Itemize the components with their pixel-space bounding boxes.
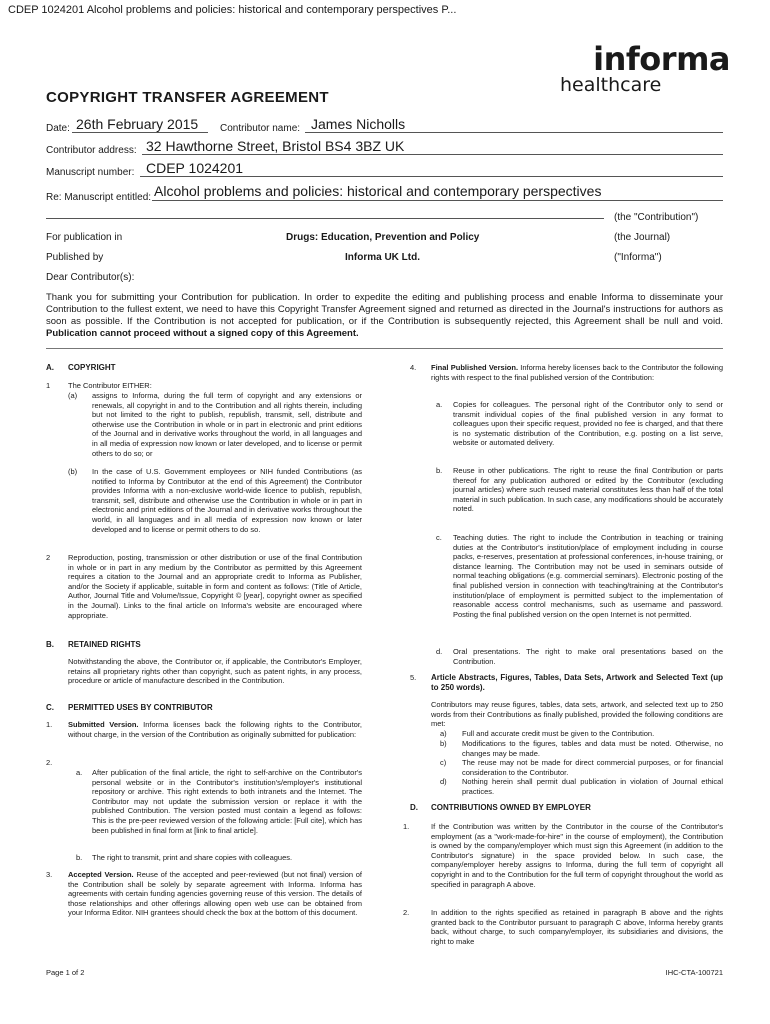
c1-paragraph bbox=[68, 720, 362, 739]
c4-bold: Final Published Version. bbox=[431, 363, 519, 372]
contributor-name-label: Contributor name: bbox=[220, 123, 301, 134]
salutation: Dear Contributor(s): bbox=[46, 272, 135, 283]
c4a-text: Copies for colleagues. The personal right of the Contributor only to send or transmit individual copies of the final published version in any format to colleagues upon their specific request, provided no fee is charged, and that there is no systematic distribution of the Contribution, e.g. posting on a list serve, website or automated delivery. bbox=[453, 400, 723, 448]
c1-bold: Submitted Version. bbox=[68, 720, 139, 729]
c4d-label: d. bbox=[436, 647, 443, 656]
section-d-letter: D. bbox=[410, 803, 418, 812]
journal-note: (the Journal) bbox=[614, 232, 671, 243]
c5d-label: d) bbox=[440, 777, 447, 786]
section-a-title: COPYRIGHT bbox=[68, 363, 116, 372]
manuscript-title-value: Alcohol problems and policies: historical and contemporary perspectives bbox=[154, 183, 602, 199]
c4b-label: b. bbox=[436, 466, 443, 475]
c2-number: 2. bbox=[46, 758, 53, 767]
c5a-text: Full and accurate credit must be given to the Contribution. bbox=[462, 729, 655, 738]
section-c-letter: C. bbox=[46, 703, 54, 712]
section-b-title: RETAINED RIGHTS bbox=[68, 640, 141, 649]
logo-tagline: healthcare bbox=[560, 74, 662, 96]
a1-number: 1 bbox=[46, 381, 51, 390]
c3-bold: Accepted Version. bbox=[68, 870, 134, 879]
c4d-text: Oral presentations. The right to make oral presentations based on the Contribution. bbox=[453, 647, 723, 666]
d2-text: In addition to the rights specified as retained in paragraph B above and the rights granted back to the Contributor pursuant to paragraph C above, Informa hereby grants back, without charge, to such company/employer, its subsidiaries and divisions, the right to make bbox=[431, 908, 723, 946]
c1-text: Informa licenses back the following rights to the Contributor, without charge, in the version of the Contribution as originally submitted for publication: bbox=[68, 720, 362, 739]
date-value: 26th February 2015 bbox=[76, 116, 199, 132]
page-title: COPYRIGHT TRANSFER AGREEMENT bbox=[46, 89, 329, 106]
a1b-label: (b) bbox=[68, 467, 78, 476]
published-by-label: Published by bbox=[46, 252, 104, 263]
address-field[interactable] bbox=[142, 140, 723, 155]
contributor-name-value: James Nicholls bbox=[311, 116, 406, 132]
manuscript-title-label: Re: Manuscript entitled: bbox=[46, 192, 152, 203]
c5b-label: b) bbox=[440, 739, 447, 748]
page-number: Page 1 of 2 bbox=[46, 968, 85, 977]
section-b-text: Notwithstanding the above, the Contributor or, if applicable, the Contributor's Employer, retains all proprietary rights other than copyright, such as patent rights, in any process, procedure or article of manufacture described in the Contribution. bbox=[68, 657, 362, 686]
manuscript-number-label: Manuscript number: bbox=[46, 167, 135, 178]
d1-text: If the Contribution was written by the Contributor in the course of the Contributor's employment (as a "work-made-for-hire" in the course of employment), the Contribution is owned by the company/employer which must sign this Agreement (in addition to the Contributor's signature) in the space provided below. In such case, the company/employer hereby assigns to Informa, during the full term of copyright all copyright in and to the Contribution for the full term of copyright throughout the world as specified in paragraph A above. bbox=[431, 822, 723, 889]
section-a-letter: A. bbox=[46, 363, 54, 372]
c5-text: Contributors may reuse figures, tables, data sets, artwork, and selected text up to 250 words from their Contributions as finally published, provided the following conditions are met: bbox=[431, 700, 723, 729]
c5a-label: a) bbox=[440, 729, 447, 738]
c5-title: Article Abstracts, Figures, Tables, Data Sets, Artwork and Selected Text (up to 250 words). bbox=[431, 673, 723, 692]
c5d-text: Nothing herein shall permit dual publication in violation of Journal ethical practices. bbox=[462, 777, 723, 796]
intro-paragraph bbox=[46, 292, 723, 340]
header-text: CDEP 1024201 Alcohol problems and policies: historical and contemporary perspectives P... bbox=[8, 4, 457, 16]
logo-name: informa bbox=[593, 40, 730, 78]
address-value: 32 Hawthorne Street, Bristol BS4 3BZ UK bbox=[146, 138, 405, 154]
manuscript-title-line-2[interactable] bbox=[46, 209, 604, 219]
c4c-label: c. bbox=[436, 533, 442, 542]
c2b-text: The right to transmit, print and share copies with colleagues. bbox=[92, 853, 293, 862]
a1b-text: In the case of U.S. Government employees or NIH funded Contributions (as notified to Informa by Contributor at the end of this Agreement) the Contributor provides Informa with a non-exclusive world-wide licence to publish, republish, transmit, sell, distribute and otherwise use the Contribution in whole or in part in electronic and print editions of the Journal and in derivative works throughout the world, in all languages and in all media of expression now known or later developed and to license or permit others to do so. bbox=[92, 467, 362, 534]
d1-number: 1. bbox=[403, 822, 410, 831]
c4c-text: Teaching duties. The right to include the Contribution in teaching or training duties at the Contributor's institution/place of employment including in course packs, e-reserves, presentation at professional conferences, in-house training, or distance learning. The Contribution may not be used in seminars outside of normal teaching obligations (e.g. commercial seminars). Electronic posting of the final published version in connection with teaching/training at the Contributor's institution/place of employment is permitted subject to the implementation of reasonable access control mechanisms, such as username and password. Posting the final published version on the open Internet is not permitted. bbox=[453, 533, 723, 619]
section-d-title: CONTRIBUTIONS OWNED BY EMPLOYER bbox=[431, 803, 591, 812]
c5c-label: c) bbox=[440, 758, 447, 767]
contributor-name-field[interactable] bbox=[305, 118, 723, 133]
c2a-text: After publication of the final article, the right to self-archive on the Contributor's personal website or in the Contributor's institution's/employer's institutional repository or archive. This right extends to both intranets and the Internet. The Contributor may not update the submission version or replace it with the published Contribution. The version posted must contain a legend as follows: This is the pre-peer reviewed version of the following article: [Full cite], which has been published in final form at [link to final article]. bbox=[92, 768, 362, 835]
a1a-text: assigns to Informa, during the full term of copyright and any extensions or renewals, all copyright in and to the Contribution and all rights therein, including but not limited to the right to publish, republish, transmit, sell, distribute and otherwise use the Contribution in whole or in part in electronic and print editions of the Journal and in derivative works throughout the world, in all languages and in all media of expression now known or later developed, and to license or permit others to do so; or bbox=[92, 391, 362, 458]
journal-name: Drugs: Education, Prevention and Policy bbox=[286, 232, 480, 243]
date-label: Date: bbox=[46, 123, 70, 134]
c2a-label: a. bbox=[76, 768, 83, 777]
c4-paragraph bbox=[431, 363, 723, 382]
c3-paragraph bbox=[68, 870, 362, 918]
c5b-text: Modifications to the figures, tables and data must be noted. Otherwise, no changes may be made. bbox=[462, 739, 723, 758]
c4a-label: a. bbox=[436, 400, 443, 409]
c3-number: 3. bbox=[46, 870, 53, 879]
informa-logo bbox=[560, 40, 730, 96]
form-code: IHC-CTA-100721 bbox=[665, 968, 723, 977]
contribution-note: (the "Contribution") bbox=[614, 212, 699, 223]
manuscript-number-value: CDEP 1024201 bbox=[146, 160, 244, 176]
intro-bold: Publication cannot proceed without a signed copy of this Agreement. bbox=[46, 328, 359, 339]
date-field[interactable] bbox=[72, 118, 208, 133]
d2-number: 2. bbox=[403, 908, 410, 917]
c2b-label: b. bbox=[76, 853, 83, 862]
publisher-note: ("Informa") bbox=[614, 252, 662, 263]
c1-number: 1. bbox=[46, 720, 53, 729]
intro-text: Thank you for submitting your Contribution for publication. In order to expedite the editing and publishing process and enable Informa to disseminate your Contribution to the fullest extent, we need to have this Copyright Transfer Agreement signed and returned as directed in the Journal's instructions for authors as soon as possible. If the Contribution is not accepted for publication, or if the Contribution is subsequently rejected, this Agreement shall be null and void. bbox=[46, 292, 723, 327]
c4-text: Informa hereby licenses back to the Contributor the following rights with respect to the final published version of the Contribution: bbox=[431, 363, 724, 382]
c5-number: 5. bbox=[410, 673, 417, 682]
section-divider bbox=[46, 348, 723, 349]
manuscript-title-field[interactable] bbox=[152, 185, 723, 201]
manuscript-number-field[interactable] bbox=[140, 162, 723, 177]
c3-text: Reuse of the accepted and peer-reviewed (but not final) version of the Contribution shall be solely by separate agreement with Informa. Informa has agreements with certain funding agencies governing reuse of this version. The details of those relationships and other offerings allowing open web use can be obtained from your Informa Editor. NIH grantees should check the box at the bottom of this document. bbox=[68, 870, 362, 918]
for-publication-label: For publication in bbox=[46, 232, 123, 243]
section-c-title: PERMITTED USES BY CONTRIBUTOR bbox=[68, 703, 213, 712]
a1-intro: The Contributor EITHER: bbox=[68, 381, 152, 390]
a1a-label: (a) bbox=[68, 391, 78, 400]
a2-text: Reproduction, posting, transmission or other distribution or use of the final Contribution in whole or in part in any medium by the Contributor as permitted by this Agreement requires a citation to the Journal and an appropriate credit to Informa as Publisher, and/or the Society if applicable, suitable in form and content as follows: (Title of Article, Author, Journal Title and Volume/Issue, Copyright © [year], copyright owner as specified in the Journal). Links to the final article on Informa's website are encouraged where appropriate. bbox=[68, 553, 362, 620]
c5c-text: The reuse may not be made for direct commercial purposes, or for financial consideration to the Contributor. bbox=[462, 758, 723, 777]
publisher-name: Informa UK Ltd. bbox=[345, 252, 420, 263]
c4-number: 4. bbox=[410, 363, 417, 372]
c4b-text: Reuse in other publications. The right to reuse the final Contribution or parts thereof for any publication authored or edited by the Contributor (excluding journal articles) where such reused material constitutes less than half of the total material in such publication. In such case, any modifications should be accurately noted. bbox=[453, 466, 723, 514]
section-b-letter: B. bbox=[46, 640, 54, 649]
address-label: Contributor address: bbox=[46, 145, 137, 156]
a2-number: 2 bbox=[46, 553, 51, 562]
